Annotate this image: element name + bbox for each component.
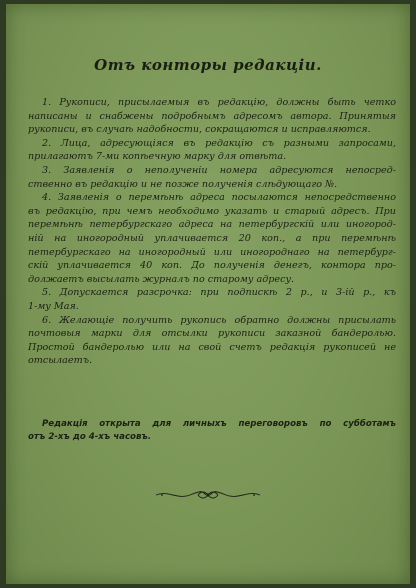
- text-line: 3. Заявленія о неполученіи номера адресуются непосред-: [42, 164, 396, 176]
- text-line: должаетъ высылать журналъ по старому адресу.: [28, 273, 295, 285]
- rule-paragraph-3: [28, 164, 396, 191]
- text-line: перемѣнѣ петербургскаго адреса на петербургскій или иногород-: [28, 219, 396, 231]
- text-line: написаны и снабжены подробнымъ адресомъ автора. Принятыя: [28, 110, 396, 122]
- rule-paragraph-6: [28, 314, 396, 368]
- text-line: 2. Лица, адресующіяся въ редакцію съ разными запросами,: [42, 137, 396, 149]
- note-line: Редакція открыта для личныхъ переговоровъ по субботамъ: [42, 419, 396, 429]
- text-line: ственно въ редакцію и не позже полученія слѣдующаго №.: [28, 178, 338, 190]
- text-line: 1-му Мая.: [28, 300, 79, 312]
- text-line: прилагаютъ 7-ми копѣечную марку для отвѣта.: [28, 151, 287, 163]
- text-line: Простой бандеролью или на свой счетъ редакція рукописей не: [28, 341, 396, 353]
- document-page: [6, 4, 410, 584]
- office-hours-note: [28, 418, 396, 445]
- text-line: въ редакцію, при чемъ необходимо указать и старый адресъ. При: [28, 205, 396, 217]
- note-line: отъ 2-хъ до 4-хъ часовъ.: [28, 432, 152, 443]
- text-line: ній на иногородный уплачивается 20 коп., а при перемѣнѣ: [28, 232, 396, 244]
- rule-paragraph-2: [28, 137, 396, 164]
- page-title: Отъ конторы редакціи.: [94, 56, 322, 74]
- text-line: 1. Рукописи, присылаемыя въ редакцію, должны быть четко: [42, 97, 396, 108]
- text-line: петербургскаго на иногородный или иногороднаго на петербург-: [28, 246, 396, 258]
- text-line: 5. Допускается разсрочка: при подпискѣ 2 р., и 3-ій р., къ: [42, 287, 396, 299]
- rule-paragraph-4: [28, 191, 396, 286]
- rules-body: [28, 96, 396, 368]
- text-line: почтовыя марки для отсылки рукописи заказной бандеролью.: [28, 328, 396, 340]
- text-line: рукописи, въ случаѣ надобности, сокращаются и исправляются.: [28, 124, 371, 136]
- decorative-divider-icon: [154, 488, 262, 502]
- text-line: отсылаетъ.: [28, 355, 93, 367]
- text-line: скій уплачивается 40 коп. До полученія денегъ, контора про-: [28, 260, 396, 272]
- rule-paragraph-1: [28, 96, 396, 137]
- text-line: 6. Желающіе получить рукопись обратно должны присылать: [42, 314, 396, 326]
- text-line: 4. Заявленія о перемѣнѣ адреса посылаются непосредственно: [42, 192, 396, 204]
- rule-paragraph-5: [28, 286, 396, 313]
